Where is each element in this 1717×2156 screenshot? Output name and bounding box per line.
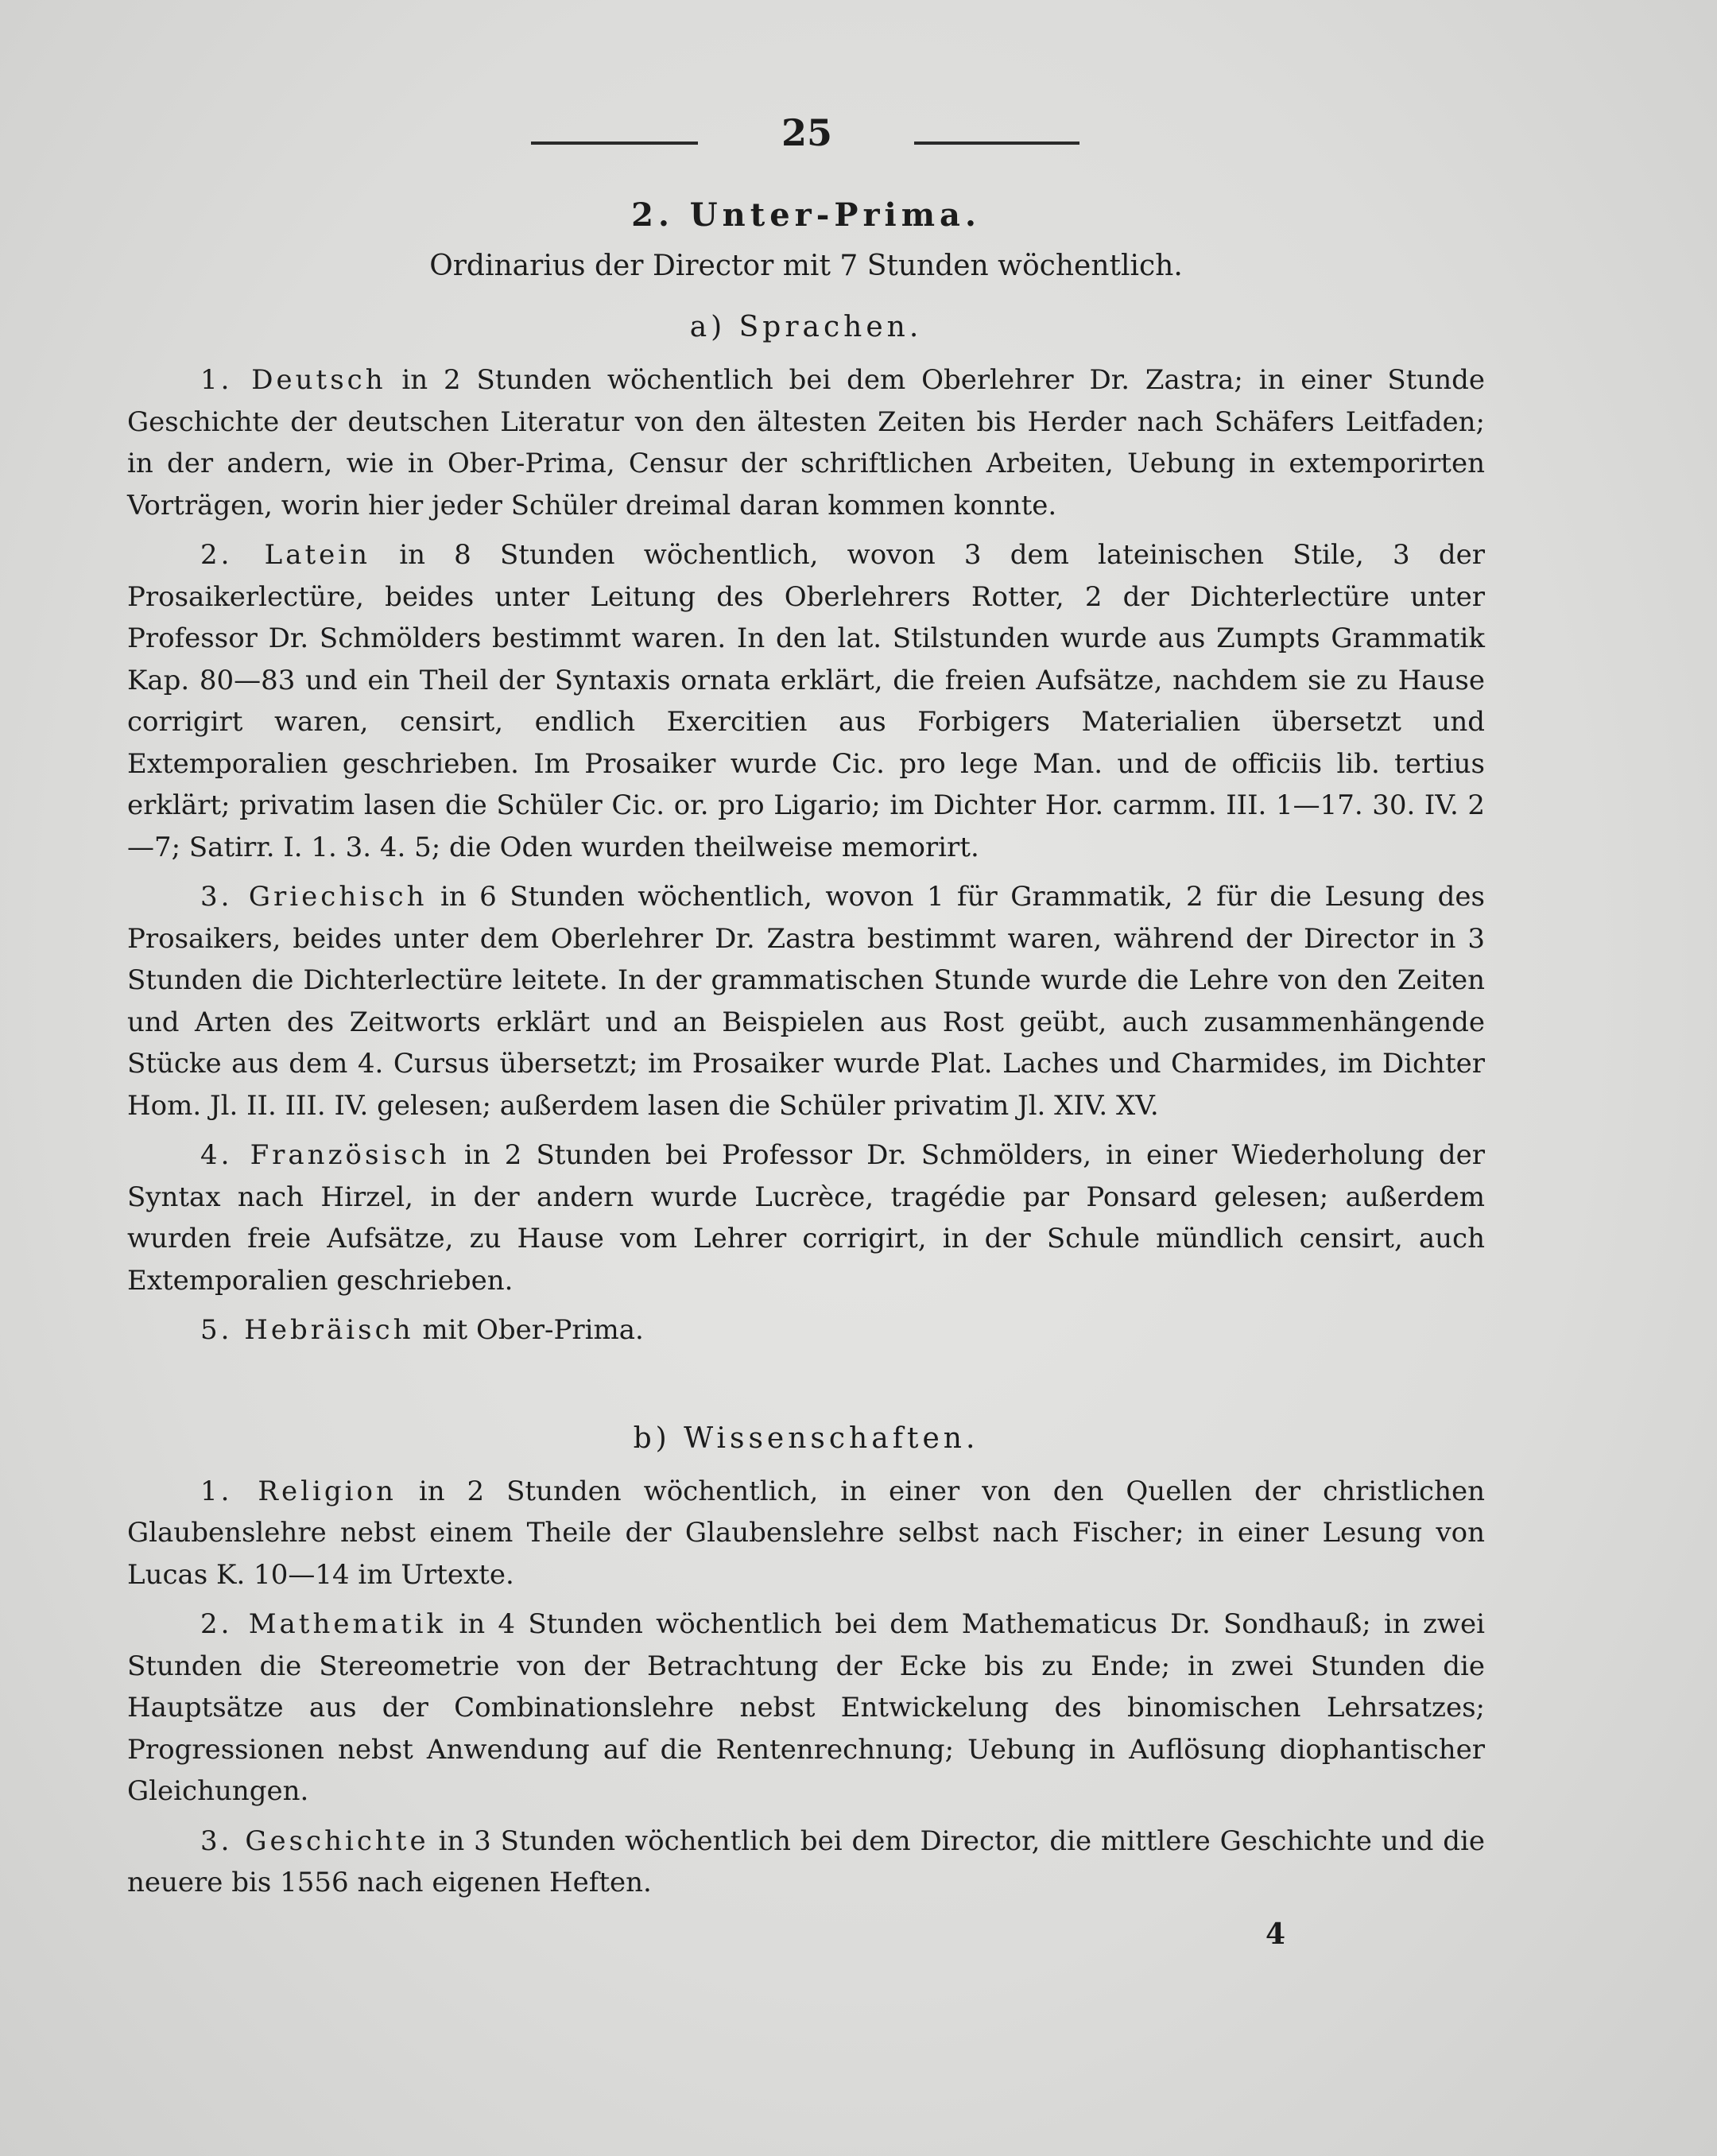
paragraph-text: mit Ober-Prima. <box>413 1314 644 1346</box>
paragraph-latein <box>127 534 1485 868</box>
paragraph-mathematik <box>127 1603 1485 1813</box>
paragraph-text: in 2 Stunden bei Professor Dr. Schmölders, in einer Wiederholung der Syntax nach Hirzel, in der andern wurde Lucrèce, tragédie par Ponsard gelesen; außerdem wurden freie Aufsätze, zu Hause vom Lehrer corrigirt, in der Schule mündlich censirt, auch Extemporalien geschrieben. <box>127 1139 1485 1297</box>
paragraph-text: in 2 Stunden wöchentlich, in einer von den Quellen der christlichen Glaubenslehre nebst einem Theile der Glaubenslehre selbst nach Fischer; in einer Lesung von Lucas K. 10—14 im Urtexte. <box>127 1475 1485 1591</box>
header-rule-right <box>914 142 1079 145</box>
paragraph-lead: 4. Französisch <box>200 1139 450 1171</box>
paragraph-hebraeisch <box>127 1309 1485 1351</box>
paragraph-geschichte <box>127 1821 1485 1904</box>
paragraph-lead: 2. Latein <box>200 539 371 571</box>
paragraph-lead: 2. Mathematik <box>200 1608 447 1640</box>
paragraph-lead: 1. Religion <box>200 1475 397 1507</box>
paragraph-lead: 5. Hebräisch <box>200 1314 414 1346</box>
paragraph-text: in 2 Stunden wöchentlich bei dem Oberlehrer Dr. Zastra; in einer Stunde Geschichte der deutschen Literatur von den ältesten Zeiten bis Herder nach Schäfers Leitfaden; in der andern, wie in Ober-Prima, Censur der schriftlichen Arbeiten, Uebung in extemporirten Vorträgen, worin hier jeder Schüler dreimal daran kommen konnte. <box>127 364 1486 522</box>
ordinarius-line: Ordinarius der Director mit 7 Stunden wöchentlich. <box>429 250 1183 282</box>
paragraph-lead: 1. Deutsch <box>200 364 386 396</box>
paragraph-lead: 3. Geschichte <box>200 1824 429 1857</box>
paragraph-griechisch <box>127 876 1485 1126</box>
wissenschaften-heading: b) Wissenschaften. <box>633 1421 979 1455</box>
sprachen-heading: a) Sprachen. <box>689 311 923 343</box>
page-header <box>0 111 1717 159</box>
section-gap <box>127 1359 1485 1407</box>
paragraph-text: in 6 Stunden wöchentlich, wovon 1 für Grammatik, 2 für die Lesung des Prosaikers, beides unter dem Oberlehrer Dr. Zastra bestimmt waren, während der Director in 3 Stunden die Dichterlectüre leitete. In der grammatischen Stunde wurde die Lehre von den Zeiten und Arten des Zeitworts erklärt und an Beispielen aus Rost geübt, auch zusammenhängende Stücke aus dem 4. Cursus übersetzt; im Prosaiker wurde Plat. Laches und Charmides, im Dichter Hom. Jl. II. III. IV. gelesen; außerdem lasen die Schüler privatim Jl. XIV. XV. <box>127 881 1486 1122</box>
paragraph-text: in 4 Stunden wöchentlich bei dem Mathematicus Dr. Sondhauß; in zwei Stunden die Stereometrie von der Betrachtung der Ecke bis zu Ende; in zwei Stunden die Hauptsätze aus der Combinationslehre nebst Entwickelung des binomischen Lehrsatzes; Progressionen nebst Anwendung auf die Rentenrechnung; Uebung in Auflösung diophantischer Gleichungen. <box>127 1608 1485 1807</box>
paragraph-religion <box>127 1471 1485 1596</box>
paragraph-deutsch <box>127 359 1485 526</box>
signature-mark: 4 <box>1265 1918 1286 1951</box>
paragraph-text: in 3 Stunden wöchentlich bei dem Director, die mittlere Geschichte und die neuere bis 1556 nach eigenen Heften. <box>127 1824 1486 1898</box>
header-rule-left <box>531 142 698 145</box>
paragraph-lead: 3. Griechisch <box>200 881 428 913</box>
paragraph-text: in 8 Stunden wöchentlich, wovon 3 dem lateinischen Stile, 3 der Prosaikerlectüre, beides unter Leitung des Oberlehrers Rotter, 2 der Dichterlectüre unter Professor Dr. Schmölders bestimmt waren. In den lat. Stilstunden wurde aus Zumpts Grammatik Kap. 80—83 und ein Theil der Syntaxis ornata erklärt, die freien Aufsätze, nachdem sie zu Hause corrigirt waren, censirt, endlich Exercitien aus Forbigers Materialien übersetzt und Extemporalien geschrieben. Im Prosaiker wurde Cic. pro lege Man. und de officiis lib. tertius erklärt; privatim lasen die Schüler Cic. or. pro Ligario; im Dichter Hor. carmm. III. 1—17. 30. IV. 2—7; Satirr. I. 1. 3. 4. 5; die Oden wurden theilweise memorirt. <box>127 539 1485 863</box>
page-content <box>127 191 1485 1912</box>
page-number: 25 <box>781 111 832 154</box>
paragraph-franzoesisch <box>127 1134 1485 1301</box>
section-title: 2. Unter-Prima. <box>631 196 981 234</box>
